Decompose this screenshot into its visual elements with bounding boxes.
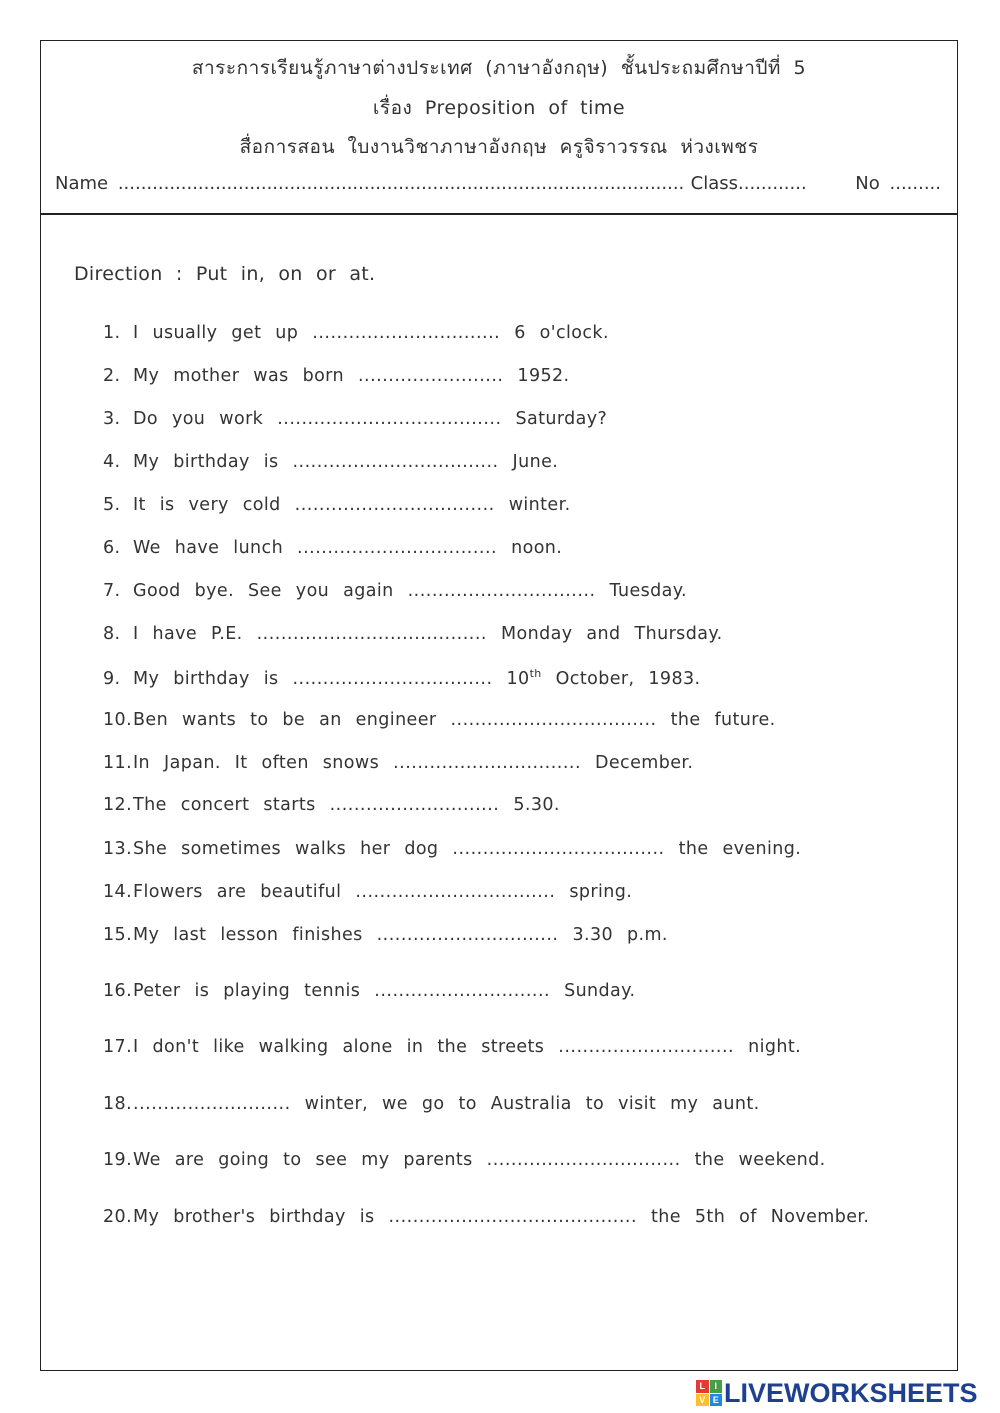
sentence-start: We have lunch xyxy=(133,538,284,558)
exercise-item xyxy=(103,753,693,773)
sentence-end: Saturday? xyxy=(515,409,608,429)
exercise-item xyxy=(103,409,607,429)
item-number: 19. xyxy=(103,1150,133,1170)
ordinal-suffix: th xyxy=(529,667,542,680)
sentence-start: We are going to see my parents xyxy=(133,1150,473,1170)
exercise-item xyxy=(103,452,558,472)
sentence-end: December. xyxy=(595,753,694,773)
sentence-end: the 5th of November. xyxy=(651,1207,870,1227)
answer-blank[interactable]: ................................. xyxy=(292,668,493,689)
sentence-end: night. xyxy=(748,1037,802,1057)
item-number: 17. xyxy=(103,1037,133,1057)
answer-blank[interactable]: ............................ xyxy=(329,795,500,815)
item-number: 3. xyxy=(103,409,121,429)
answer-blank[interactable]: ..................................... xyxy=(277,409,502,429)
exercise-item xyxy=(103,1037,801,1057)
exercise-item xyxy=(103,581,687,601)
sentence-end: winter, we go to Australia to visit my aunt. xyxy=(304,1094,760,1114)
answer-blank[interactable]: ................................. xyxy=(355,882,556,902)
item-number: 14. xyxy=(103,882,133,902)
exercise-item xyxy=(103,667,700,689)
sentence-end: noon. xyxy=(511,538,563,558)
exercise-item xyxy=(103,710,776,730)
exercise-item xyxy=(103,323,609,343)
answer-blank[interactable]: ................................ xyxy=(486,1150,681,1170)
item-number: 10. xyxy=(103,710,133,730)
logo-square: L xyxy=(696,1380,709,1393)
exercise-item xyxy=(103,981,635,1001)
item-number: 16. xyxy=(103,981,133,1001)
sentence-start: Ben wants to be an engineer xyxy=(133,710,437,730)
answer-blank[interactable]: .................................. xyxy=(450,710,657,730)
sentence-end: Tuesday. xyxy=(609,581,687,601)
sentence-end: 1952. xyxy=(517,366,570,386)
sentence-start: I have P.E. xyxy=(133,624,243,644)
number-field[interactable]: No ......... xyxy=(855,173,941,194)
sentence-end: 3.30 p.m. xyxy=(572,925,668,945)
sentence-start: I don't like walking alone in the streets xyxy=(133,1037,545,1057)
answer-blank[interactable]: ............................. xyxy=(374,981,551,1001)
item-number: 4. xyxy=(103,452,121,472)
sentence-end-continued: October, 1983. xyxy=(555,668,701,689)
answer-blank[interactable]: ................................... xyxy=(452,839,665,859)
teacher-line: สื่อการสอน ใบงานวิชาภาษาอังกฤษ ครูจิราวรรณ ห่วงเพชร xyxy=(239,136,759,158)
sentence-end: winter. xyxy=(508,495,571,515)
name-field[interactable]: Name ................................................................................................... xyxy=(55,173,685,194)
sentence-start: It is very cold xyxy=(133,495,281,515)
exercise-item xyxy=(103,538,562,558)
class-field[interactable]: Class............ xyxy=(690,173,807,194)
sentence-start: Do you work xyxy=(133,409,264,429)
sentence-start: I usually get up xyxy=(133,323,299,343)
item-number: 12. xyxy=(103,795,133,815)
sentence-end: Sunday. xyxy=(564,981,636,1001)
sentence-end: the weekend. xyxy=(694,1150,826,1170)
item-number: 20. xyxy=(103,1207,133,1227)
answer-blank[interactable]: ........................ xyxy=(357,366,504,386)
answer-blank[interactable]: ............................... xyxy=(393,753,582,773)
sentence-start: My brother's birthday is xyxy=(133,1207,375,1227)
answer-blank[interactable]: .......................... xyxy=(133,1094,291,1114)
exercise-item xyxy=(103,1094,760,1114)
subject-line: สาระการเรียนรู้ภาษาต่างประเทศ (ภาษาอังกฤษ) ชั้นประถมศึกษาปีที่ 5 xyxy=(191,57,807,79)
sentence-start: My last lesson finishes xyxy=(133,925,363,945)
answer-blank[interactable]: ................................. xyxy=(297,538,498,558)
answer-blank[interactable]: ............................. xyxy=(558,1037,735,1057)
sentence-end: spring. xyxy=(569,882,633,902)
logo-square: I xyxy=(710,1380,723,1393)
sentence-end: the evening. xyxy=(678,839,802,859)
exercise-item xyxy=(103,624,723,644)
topic-line: เรื่อง Preposition of time xyxy=(372,97,626,119)
sentence-start: In Japan. It often snows xyxy=(133,753,380,773)
logo-icon xyxy=(696,1380,722,1406)
answer-blank[interactable]: .............................. xyxy=(376,925,559,945)
logo-square: V xyxy=(696,1394,709,1407)
exercise-item xyxy=(103,795,560,815)
item-number: 2. xyxy=(103,366,121,386)
exercise-item xyxy=(103,495,571,515)
worksheet-frame xyxy=(40,40,958,1371)
sentence-end: 6 o'clock. xyxy=(514,323,609,343)
item-number: 11. xyxy=(103,753,133,773)
exercise-item xyxy=(103,839,801,859)
sentence-end: 5.30. xyxy=(513,795,560,815)
item-number: 13. xyxy=(103,839,133,859)
sentence-start: The concert starts xyxy=(133,795,316,815)
sentence-end: June. xyxy=(512,452,559,472)
exercise-item xyxy=(103,1150,826,1170)
direction-text: Direction : Put in, on or at. xyxy=(74,263,376,285)
answer-blank[interactable]: ...................................... xyxy=(256,624,487,644)
sentence-start: Good bye. See you again xyxy=(133,581,394,601)
answer-blank[interactable]: ......................................... xyxy=(388,1207,638,1227)
item-number: 1. xyxy=(103,323,121,343)
exercise-item xyxy=(103,882,632,902)
sentence-start: She sometimes walks her dog xyxy=(133,839,439,859)
sentence-start: My birthday is xyxy=(133,452,279,472)
item-number: 8. xyxy=(103,624,121,644)
sentence-start: My mother was born xyxy=(133,366,344,386)
logo-square: E xyxy=(710,1394,723,1407)
answer-blank[interactable]: ............................... xyxy=(407,581,596,601)
liveworksheets-logo xyxy=(696,1378,978,1408)
item-number: 18. xyxy=(103,1094,133,1114)
sentence-end: 10 xyxy=(506,668,530,689)
exercise-item xyxy=(103,1207,869,1227)
answer-blank[interactable]: ............................... xyxy=(312,323,501,343)
item-number: 6. xyxy=(103,538,121,558)
exercise-item xyxy=(103,925,668,945)
item-number: 15. xyxy=(103,925,133,945)
answer-blank[interactable]: ................................. xyxy=(294,495,495,515)
item-number: 5. xyxy=(103,495,121,515)
item-number: 9. xyxy=(103,668,121,689)
brand-name: LIVEWORKSHEETS xyxy=(724,1377,978,1408)
sentence-end: Monday and Thursday. xyxy=(500,624,723,644)
item-number: 7. xyxy=(103,581,121,601)
worksheet-header xyxy=(41,41,957,215)
sentence-start: My birthday is xyxy=(133,668,279,689)
exercise-item xyxy=(103,366,570,386)
sentence-start: Flowers are beautiful xyxy=(133,882,342,902)
student-info-line xyxy=(55,173,941,194)
sentence-start: Peter is playing tennis xyxy=(133,981,361,1001)
answer-blank[interactable]: .................................. xyxy=(292,452,499,472)
sentence-end: the future. xyxy=(670,710,776,730)
